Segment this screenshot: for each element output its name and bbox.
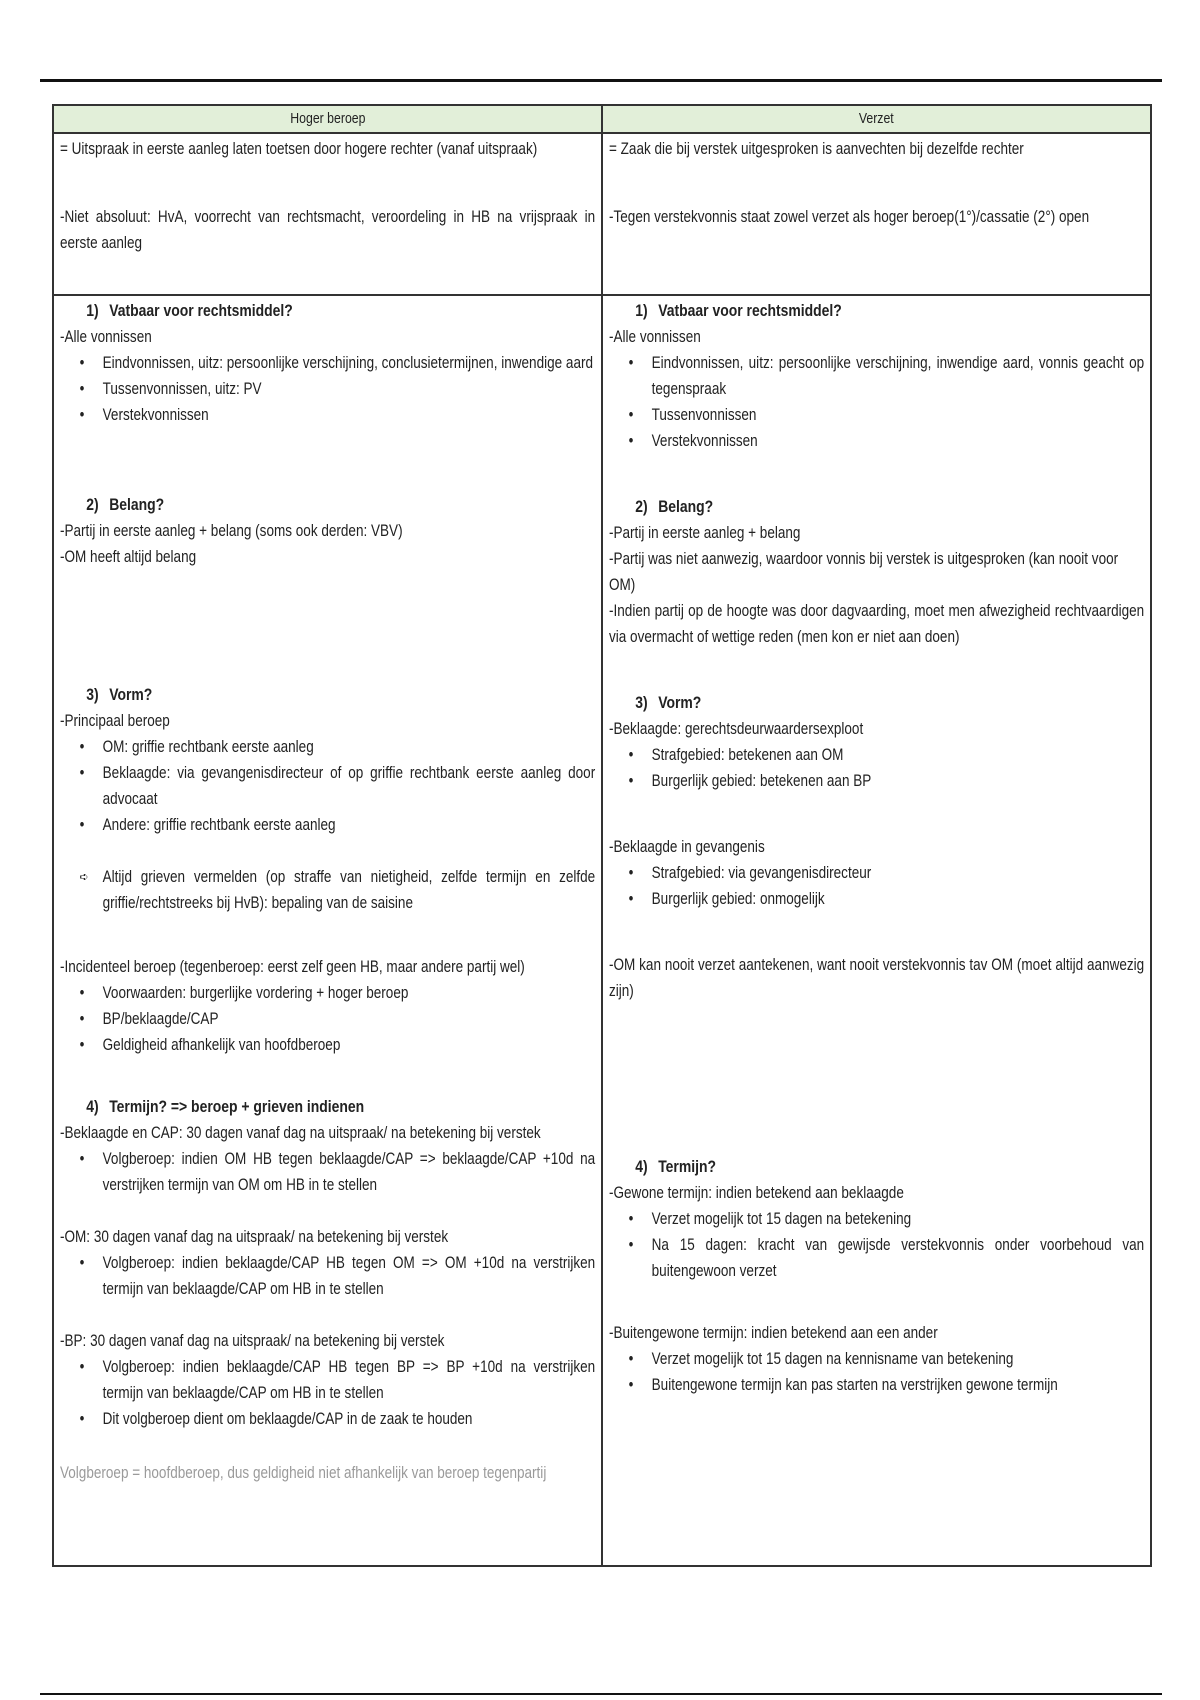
list-item: • Tussenvonnissen <box>652 402 1145 428</box>
body-right <box>602 295 1151 1566</box>
body-left <box>53 295 602 1566</box>
note-text: -Tegen verstekvonnis staat zowel verzet als hoger beroep(1°)/cassatie (2°) open <box>609 208 1090 226</box>
section-title: 3) Vorm? <box>86 685 153 704</box>
section-lead: -Incidenteel beroep (tegenberoep: eerst zelf geen HB, maar andere partij wel) <box>60 958 525 976</box>
section-title: 1) Vatbaar voor rechtsmiddel? <box>86 301 293 320</box>
top-rule <box>40 79 1162 82</box>
header-verzet: Verzet <box>602 105 1151 133</box>
bullet-list <box>60 1146 595 1198</box>
section-lead: -Buitengewone termijn: indien betekend aan een ander <box>609 1324 938 1342</box>
section-title: 2) Belang? <box>86 495 165 514</box>
list-item: • Beklaagde: via gevangenisdirecteur of op griffie rechtbank eerste aanleg door advocaat <box>103 760 596 812</box>
section-line: -OM heeft altijd belang <box>60 548 197 566</box>
list-item: • Volgberoep: indien OM HB tegen beklaagde/CAP => beklaagde/CAP +10d na verstrijken termijn van OM om HB in te stellen <box>103 1146 596 1198</box>
bullet-list <box>60 350 595 428</box>
section-title: 4) Termijn? <box>635 1157 717 1176</box>
section-line: -Indien partij op de hoogte was door dagvaarding, moet men afwezigheid rechtvaardigen via overmacht of wettige reden (men kon er niet aan doen) <box>609 602 1145 646</box>
bullet-list <box>609 1346 1144 1398</box>
list-item: • Volgberoep: indien beklaagde/CAP HB tegen OM => OM +10d na verstrijken termijn van beklaagde/CAP om HB in te stellen <box>103 1250 596 1302</box>
list-item: • Geldigheid afhankelijk van hoofdberoep <box>103 1032 596 1058</box>
footnote-text: Volgberoep = hoofdberoep, dus geldigheid niet afhankelijk van beroep tegenpartij <box>60 1464 547 1482</box>
bullet-list <box>60 734 595 838</box>
body-row <box>53 295 1151 1566</box>
bullet-list <box>60 1354 595 1432</box>
list-item: • Buitengewone termijn kan pas starten na verstrijken gewone termijn <box>652 1372 1145 1398</box>
section-lead: -Alle vonnissen <box>609 328 701 346</box>
note-text: -Niet absoluut: HvA, voorrecht van rechtsmacht, veroordeling in HB na vrijspraak in eerste aanleg <box>60 208 596 252</box>
definition-text: = Uitspraak in eerste aanleg laten toetsen door hogere rechter (vanaf uitspraak) <box>60 140 538 158</box>
bullet-list <box>609 350 1144 454</box>
bullet-list <box>609 860 1144 912</box>
intro-row <box>53 133 1151 295</box>
section-lead: -Beklaagde en CAP: 30 dagen vanaf dag na uitspraak/ na betekening bij verstek <box>60 1124 541 1142</box>
arrow-list <box>60 864 595 916</box>
section-lead: -OM: 30 dagen vanaf dag na uitspraak/ na betekening bij verstek <box>60 1228 449 1246</box>
list-item: • Burgerlijk gebied: betekenen aan BP <box>652 768 1145 794</box>
bullet-list <box>609 1206 1144 1284</box>
section-title: 1) Vatbaar voor rechtsmiddel? <box>635 301 842 320</box>
list-item: • Strafgebied: via gevangenisdirecteur <box>652 860 1145 886</box>
section-title: 4) Termijn? => beroep + grieven indienen <box>86 1097 365 1116</box>
list-item: • Verzet mogelijk tot 15 dagen na betekening <box>652 1206 1145 1232</box>
list-item: ➪ Altijd grieven vermelden (op straffe van nietigheid, zelfde termijn en zelfde griffie/rechtstreeks bij HvB): bepaling van de saisine <box>103 864 596 916</box>
list-item: • OM: griffie rechtbank eerste aanleg <box>103 734 596 760</box>
list-item: • Eindvonnissen, uitz: persoonlijke verschijning, conclusietermijnen, inwendige aard <box>103 350 596 376</box>
section-lead: -BP: 30 dagen vanaf dag na uitspraak/ na betekening bij verstek <box>60 1332 445 1350</box>
list-item: • Burgerlijk gebied: onmogelijk <box>652 886 1145 912</box>
comparison-table <box>52 104 1152 1567</box>
bullet-list <box>60 1250 595 1302</box>
list-item: • Strafgebied: betekenen aan OM <box>652 742 1145 768</box>
list-item: • Andere: griffie rechtbank eerste aanleg <box>103 812 596 838</box>
list-item: • BP/beklaagde/CAP <box>103 1006 596 1032</box>
list-item: • Verstekvonnissen <box>103 402 596 428</box>
list-item: • Dit volgberoep dient om beklaagde/CAP in de zaak te houden <box>103 1406 596 1432</box>
definition-text: = Zaak die bij verstek uitgesproken is aanvechten bij dezelfde rechter <box>609 140 1024 158</box>
section-lead: -Gewone termijn: indien betekend aan beklaagde <box>609 1184 904 1202</box>
section-line: -Partij in eerste aanleg + belang <box>609 524 801 542</box>
list-item: • Volgberoep: indien beklaagde/CAP HB tegen BP => BP +10d na verstrijken termijn van beklaagde/CAP om HB in te stellen <box>103 1354 596 1406</box>
section-lead: -Principaal beroep <box>60 712 170 730</box>
list-item: • Eindvonnissen, uitz: persoonlijke verschijning, inwendige aard, vonnis geacht op tegenspraak <box>652 350 1145 402</box>
header-hoger-beroep: Hoger beroep <box>53 105 602 133</box>
list-item: • Verzet mogelijk tot 15 dagen na kennisname van betekening <box>652 1346 1145 1372</box>
bullet-list <box>609 742 1144 794</box>
section-lead: -Beklaagde in gevangenis <box>609 838 765 856</box>
section-title: 3) Vorm? <box>635 693 702 712</box>
section-lead: -Beklaagde: gerechtsdeurwaardersexploot <box>609 720 864 738</box>
list-item: • Verstekvonnissen <box>652 428 1145 454</box>
list-item: • Tussenvonnissen, uitz: PV <box>103 376 596 402</box>
intro-left <box>53 133 602 295</box>
section-note: -OM kan nooit verzet aantekenen, want nooit verstekvonnis tav OM (moet altijd aanwezig zijn) <box>609 956 1145 1000</box>
header-row <box>53 105 1151 133</box>
bottom-rule <box>40 1693 1162 1695</box>
list-item: • Voorwaarden: burgerlijke vordering + hoger beroep <box>103 980 596 1006</box>
section-line: -Partij was niet aanwezig, waardoor vonnis bij verstek is uitgesproken (kan nooit voor OM) <box>609 550 1119 594</box>
bullet-list <box>60 980 595 1058</box>
section-lead: -Alle vonnissen <box>60 328 152 346</box>
intro-right <box>602 133 1151 295</box>
list-item: • Na 15 dagen: kracht van gewijsde verstekvonnis onder voorbehoud van buitengewoon verzet <box>652 1232 1145 1284</box>
section-line: -Partij in eerste aanleg + belang (soms ook derden: VBV) <box>60 522 403 540</box>
section-title: 2) Belang? <box>635 497 714 516</box>
